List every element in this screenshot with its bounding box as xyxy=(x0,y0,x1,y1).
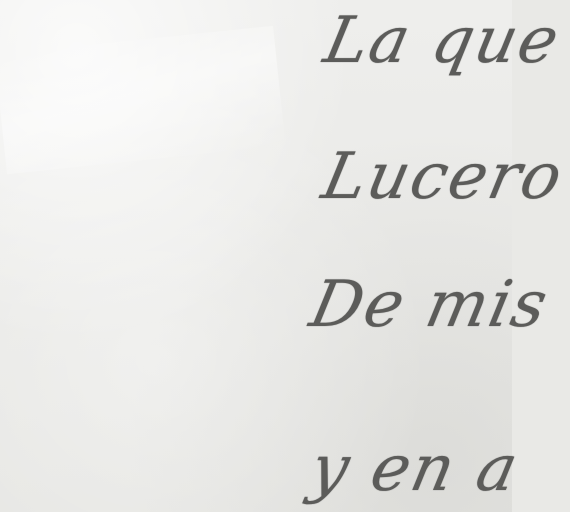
paper-fold-highlight xyxy=(0,26,286,175)
handwritten-line-1: La que xyxy=(318,4,567,78)
handwritten-line-2: Lucero xyxy=(316,140,570,214)
handwritten-line-4: y en a xyxy=(304,432,526,506)
handwritten-line-3: De mis xyxy=(304,268,556,342)
